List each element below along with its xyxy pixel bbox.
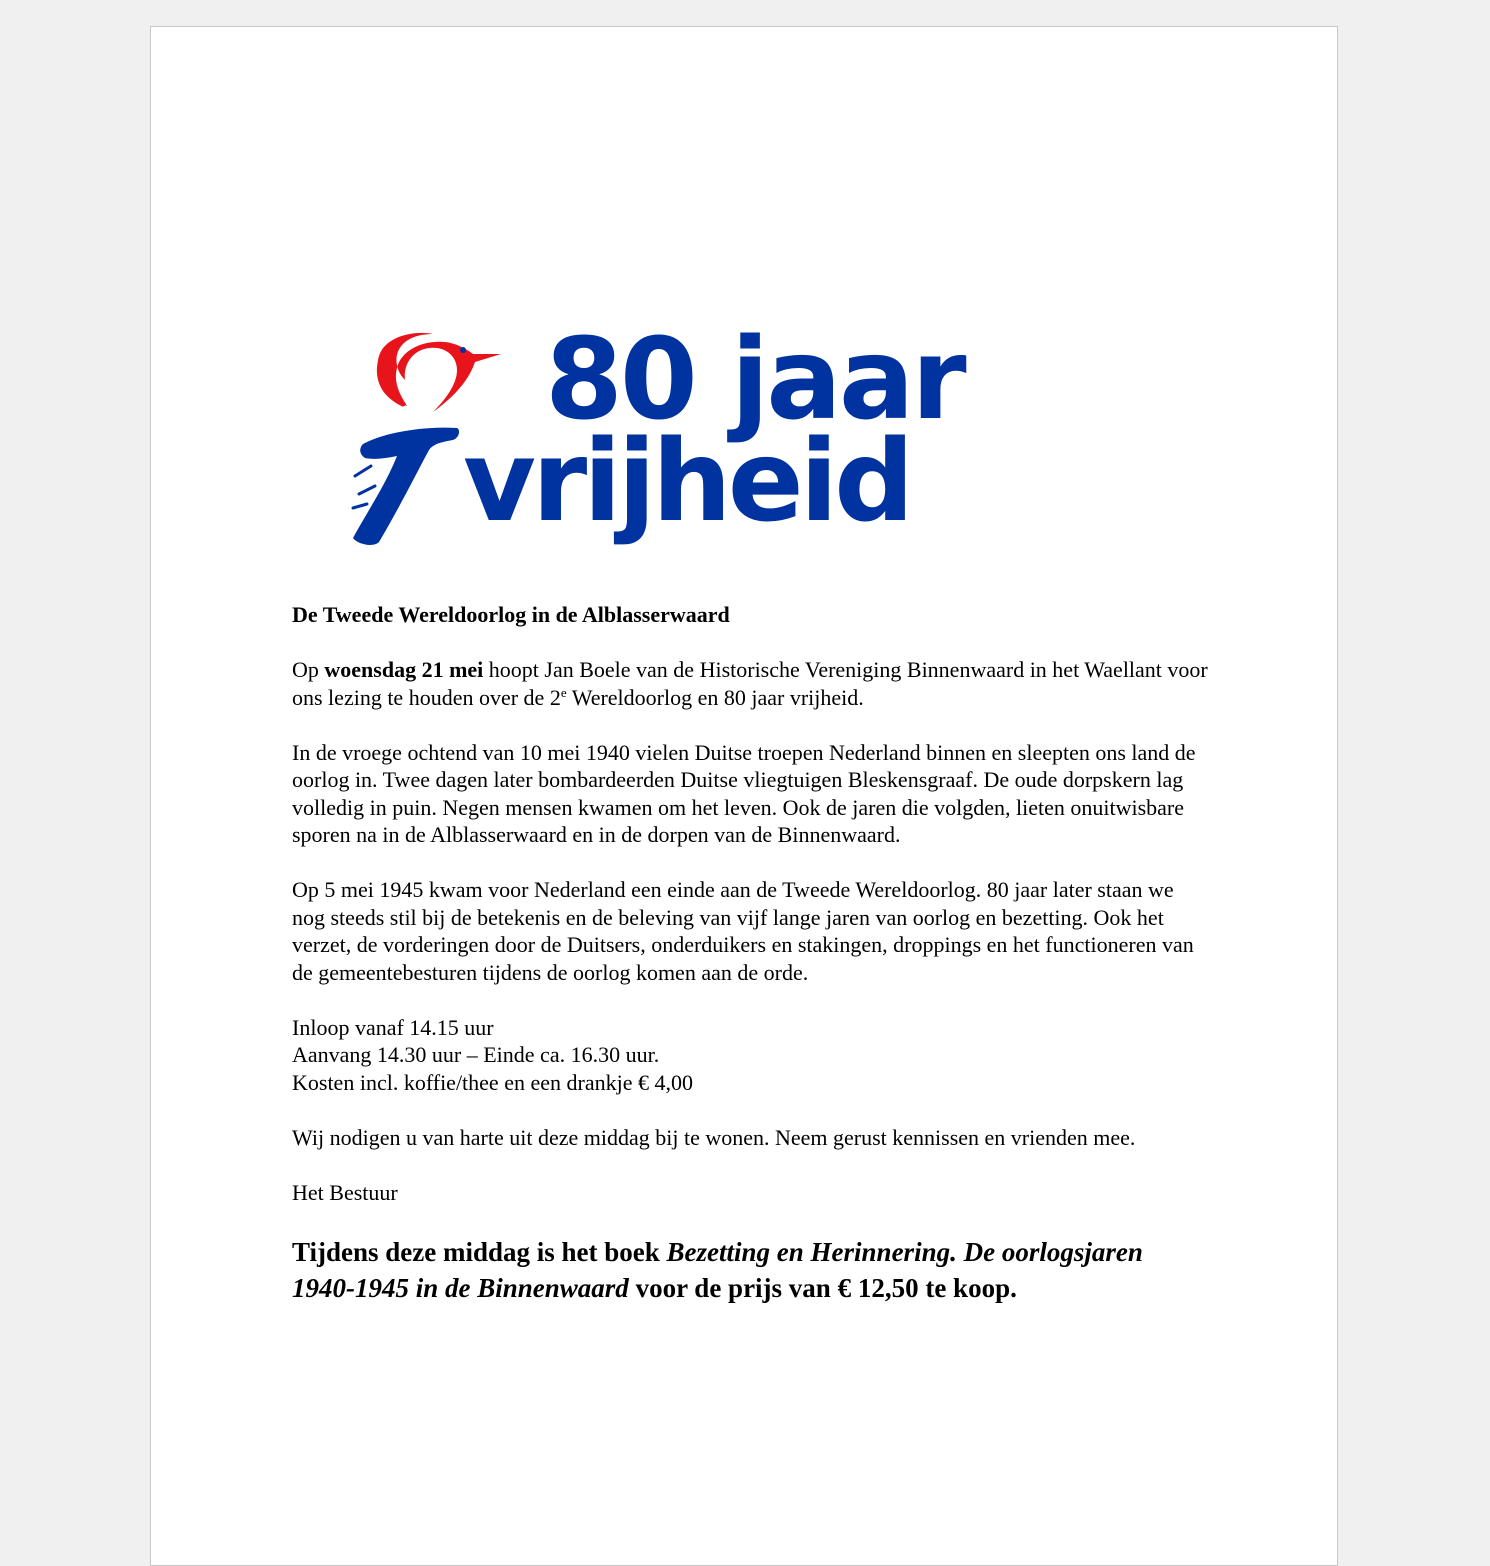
signature: Het Bestuur: [292, 1179, 398, 1205]
document-heading: De Tweede Wereldoorlog in de Alblasserwaard: [292, 602, 730, 627]
practical-info: [292, 1014, 1212, 1097]
intro-prefix: Op: [292, 657, 325, 682]
logo-text-vrijheid: vrijheid: [463, 417, 911, 547]
intro-paragraph: [292, 656, 1212, 711]
event-date: woensdag 21 mei: [324, 657, 484, 682]
book-prefix: Tijdens deze middag is het boek: [292, 1236, 667, 1267]
practical-info-walkin: Inloop vanaf 14.15 uur: [292, 1014, 494, 1040]
practical-info-times: Aanvang 14.30 uur – Einde ca. 16.30 uur.: [292, 1042, 660, 1067]
book-title: Bezetting en Herinnering. De oorlogsjaren 1940-1945 in de Binnenwaard: [292, 1236, 1143, 1303]
invitation-paragraph: Wij nodigen u van harte uit deze middag bij te wonen. Neem gerust kennissen en vrienden mee.: [292, 1124, 1136, 1150]
logo-text-80-jaar: 80 jaar: [545, 326, 964, 445]
book-price: voor de prijs van € 12,50 te koop.: [628, 1272, 1017, 1303]
practical-info-costs: Kosten incl. koffie/thee en een drankje € 4,00: [292, 1069, 693, 1095]
history-paragraph: In de vroege ochtend van 10 mei 1940 vielen Duitse troepen Nederland binnen en sleepten ons land de oorlog in. Twee dagen later bombardeerden Duitse vliegtuigen Bleskensgraaf. De oude dorpskern lag volledig in puin. Negen mensen kwamen om het leven. Ook de jaren die volgden, lieten onuitwisbare sporen na in de Alblasserwaard en in de dorpen van de Binnenwaard.: [292, 739, 1196, 847]
document-body: [292, 601, 1212, 1333]
book-announcement: [292, 1234, 1212, 1306]
intro-text: hoopt Jan Boele van de Historische Vereniging Binnenwaard in het Waellant voor ons lezing te houden over de 2: [292, 657, 1208, 710]
logo-graphic: [345, 326, 1090, 548]
liberation-paragraph: Op 5 mei 1945 kwam voor Nederland een einde aan de Tweede Wereldoorlog. 80 jaar later staan we nog steeds stil bij de betekenis en de beleving van vijf lange jaren van oorlog en bezetting. Ook het verzet, de vorderingen door de Duitsers, onderduikers en stakingen, droppings en het functioneren van de gemeentebesturen tijdens de oorlog komen aan de orde.: [292, 877, 1194, 985]
intro-text-end: Wereldoorlog en 80 jaar vrijheid.: [566, 684, 864, 710]
logo-80-jaar-vrijheid: [345, 326, 1090, 548]
ordinal-superscript: e: [560, 684, 567, 700]
